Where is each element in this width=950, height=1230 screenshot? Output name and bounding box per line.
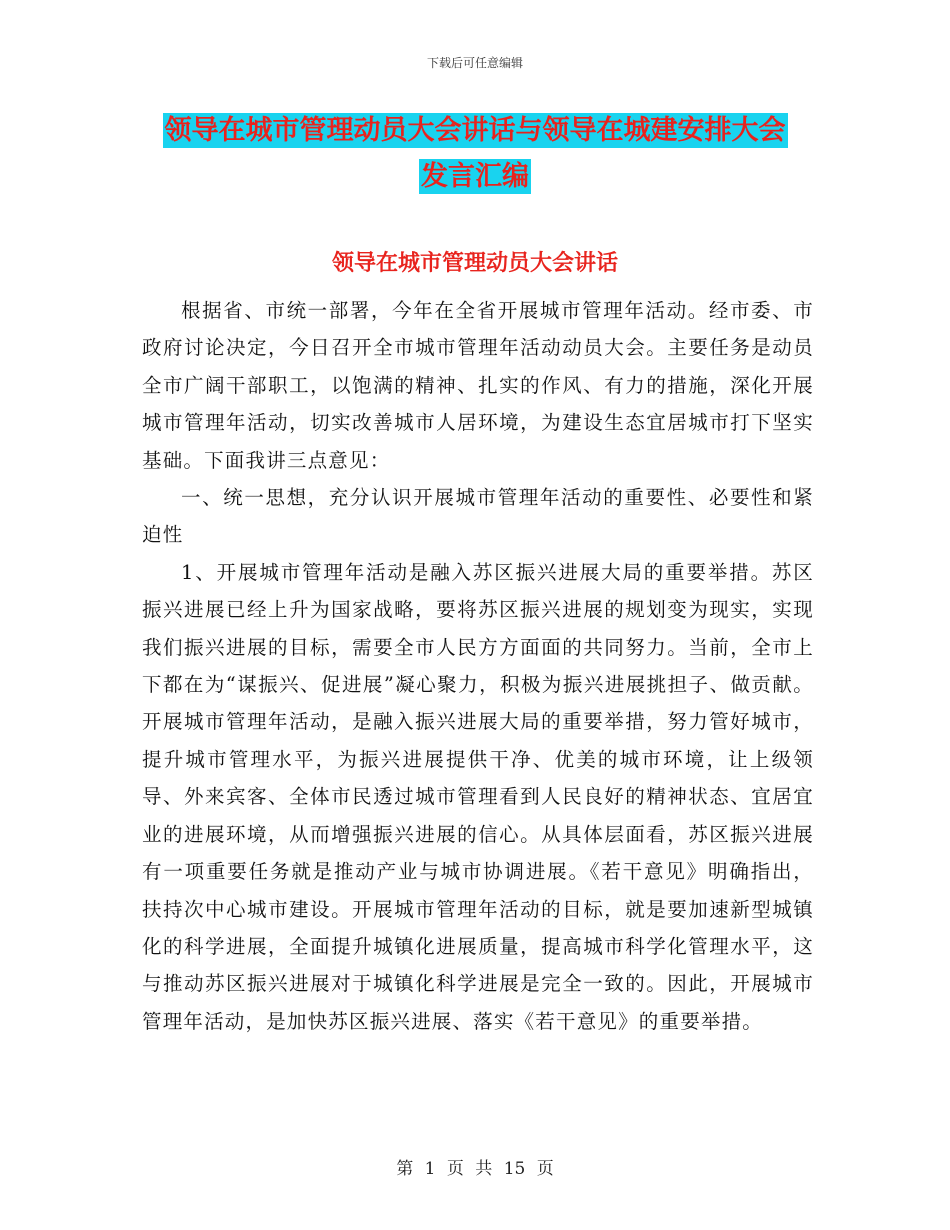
document-title	[140, 108, 810, 200]
document-title-line-2: 发言汇编	[421, 161, 529, 192]
paragraph: 一、统一思想，充分认识开展城市管理年活动的重要性、必要性和紧迫性	[142, 486, 814, 547]
body-text	[142, 292, 814, 1040]
paragraph: 根据省、市统一部署，今年在全省开展城市管理年活动。经市委、市政府讨论决定，今日召开全市城市管理年活动动员大会。主要任务是动员全市广阔干部职工，以饱满的精神、扎实的作风、有力的措施，深化开展城市管理年活动，切实改善城市人居环境，为建设生态宜居城市打下坚实基础。下面我讲三点意见：	[142, 299, 814, 472]
page-number-footer: 第 1 页 共 15 页	[396, 1159, 554, 1179]
document-title-line-1: 领导在城市管理动员大会讲话与领导在城建安排大会	[164, 115, 786, 146]
section-title: 领导在城市管理动员大会讲话	[331, 251, 618, 276]
paragraph: 1、开展城市管理年活动是融入苏区振兴进展大局的重要举措。苏区振兴进展已经上升为国家战略，要将苏区振兴进展的规划变为现实，实现我们振兴进展的目标，需要全市人民方方面面的共同努力。当前，全市上下都在为“谋振兴、促进展”凝心聚力，积极为振兴进展挑担子、做贡献。开展城市管理年活动，是融入振兴进展大局的重要举措，努力管好城市，提升城市管理水平，为振兴进展提供干净、优美的城市环境，让上级领导、外来宾客、全体市民透过城市管理看到人民良好的精神状态、宜居宜业的进展环境，从而增强振兴进展的信心。从具体层面看，苏区振兴进展有一项重要任务就是推动产业与城市协调进展。《若干意见》明确指出，扶持次中心城市建设。开展城市管理年活动的目标，就是要加速新型城镇化的科学进展，全面提升城镇化进展质量，提高城市科学化管理水平，这与推动苏区振兴进展对于城镇化科学进展是完全一致的。因此，开展城市管理年活动，是加快苏区振兴进展、落实《若干意见》的重要举措。	[142, 560, 814, 1033]
header-note: 下载后可任意编辑	[426, 56, 523, 70]
